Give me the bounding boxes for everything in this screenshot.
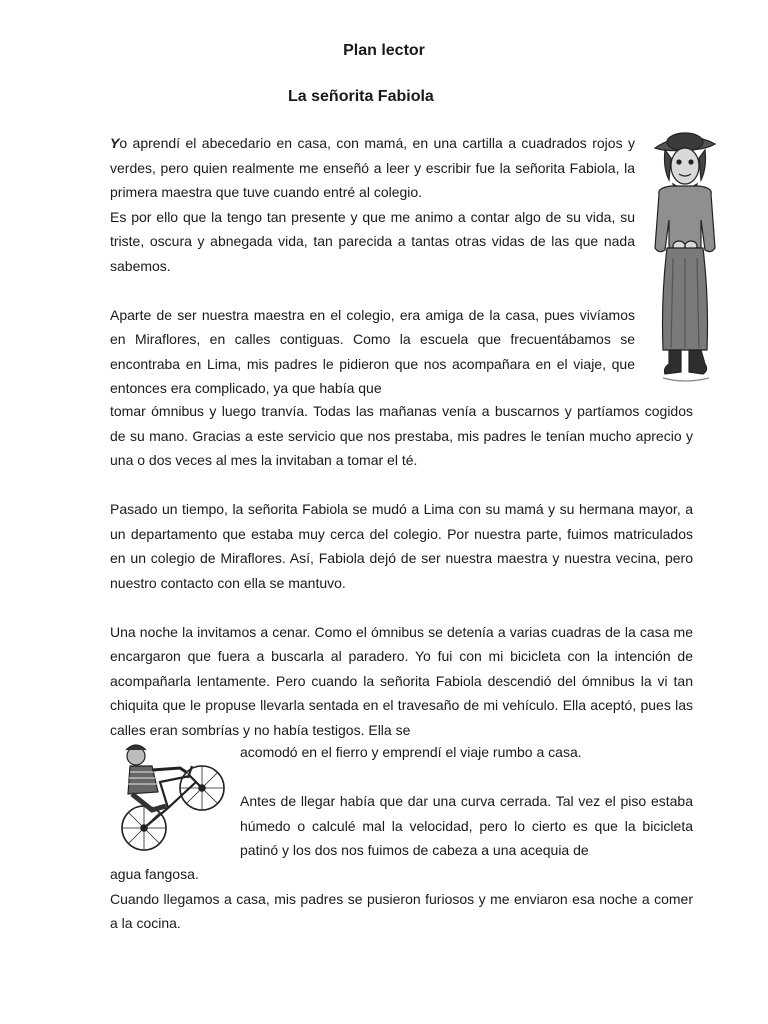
text-column-bottom <box>110 862 693 936</box>
text-column-middle <box>110 399 693 742</box>
paragraph-1-text: o aprendí el abecedario en casa, con mamá, en una cartilla a cuadrados rojos y verdes, pero quien realmente me enseñó a leer y escribir fue la señorita Fabiola, la primera maestra que tuve cuando entré al colegio. <box>110 135 635 200</box>
drop-initial: Y <box>110 135 120 151</box>
paragraph-5-part-1: Una noche la invitamos a cenar. Como el ómnibus se detenía a varias cuadras de la casa me encargaron que fuera a buscarla al paradero. Yo fui con mi bicicleta con la intención de acompañarla lentamente. Pero cuando la señorita Fabiola descendió del ómnibus la vi tan chiquita que le propuse llevarla sentada en el travesaño de mi vehículo. Ella aceptó, pues las calles eran sombrías y no había testigos. Ella se <box>110 623 693 738</box>
paragraph-3-part-1: Aparte de ser nuestra maestra en el colegio, era amiga de la casa, pues vivíamos en Miraflores, en calles contiguas. Como la escuela que frecuentábamos se encontraba en Lima, mis padres le pidieron que nos acompañara en el viaje, que entonces era complicado, ya que había que <box>110 306 635 396</box>
paragraph-3-part-2: tomar ómnibus y luego tranvía. Todas las mañanas venía a buscarnos y partíamos cogidos de su mano. Gracias a este servicio que nos prestaba, mis padres le tenían mucho aprecio y una o dos veces al mes la invitaban a tomar el té. <box>110 403 693 468</box>
bicycle-illustration <box>108 742 230 854</box>
story-title: La señorita Fabiola <box>288 88 434 105</box>
paragraph-7: Cuando llegamos a casa, mis padres se pusieron furiosos y me enviaron esa noche a comer a la cocina. <box>110 890 693 931</box>
document-title: Plan lector <box>343 42 425 59</box>
teacher-illustration <box>645 128 725 386</box>
paragraph-2: Es por ello que la tengo tan presente y que me animo a contar algo de su vida, su triste, oscura y abnegada vida, tan parecida a tantas otras vidas de las que nada sabemos. <box>110 208 635 274</box>
paragraph-6-part-2: agua fangosa. <box>110 866 199 882</box>
paragraph-6-part-1: Antes de llegar había que dar una curva cerrada. Tal vez el piso estaba húmedo o calculé mal la velocidad, pero lo cierto es que la bicicleta patinó y los dos nos fuimos de cabeza a una acequia de <box>240 793 693 858</box>
paragraph-1 <box>110 131 635 205</box>
paragraph-4: Pasado un tiempo, la señorita Fabiola se mudó a Lima con su mamá y su hermana mayor, a un departamento que estaba muy cerca del colegio. Por nuestra parte, fuimos matriculados en un colegio de Miraflores. Así, Fabiola dejó de ser nuestra maestra y nuestra vecina, pero nuestro contacto con ella se mantuvo. <box>110 501 693 591</box>
text-column-top <box>110 131 635 401</box>
paragraph-5-part-2: acomodó en el fierro y emprendí el viaje rumbo a casa. <box>240 744 582 760</box>
